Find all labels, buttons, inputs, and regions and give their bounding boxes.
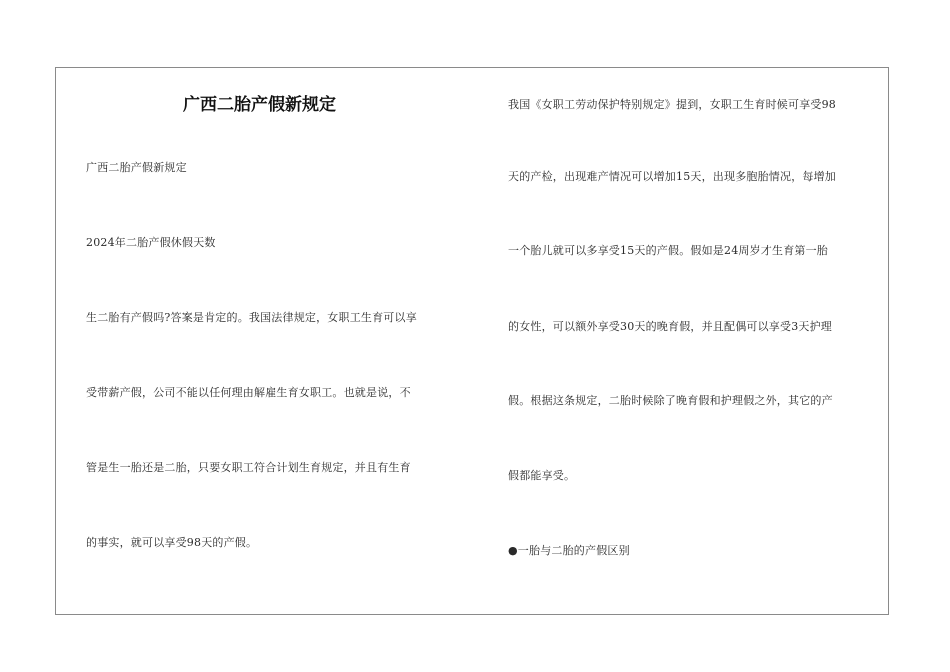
document-page	[55, 67, 889, 615]
right-line-6: 假都能享受。	[508, 469, 576, 482]
left-line-paragraph-3: 管是生一胎还是二胎，只要女职工符合计划生育规定，并且有生育	[86, 461, 411, 474]
left-line-paragraph-4: 的事实，就可以享受98天的产假。	[86, 536, 258, 549]
right-line-bullet-heading: ●一胎与二胎的产假区别	[508, 544, 630, 557]
left-line-paragraph-2: 受带薪产假，公司不能以任何理由解雇生育女职工。也就是说，不	[86, 386, 411, 399]
left-line-heading: 2024年二胎产假休假天数	[86, 236, 216, 249]
left-line-subtitle: 广西二胎产假新规定	[86, 161, 187, 174]
right-line-5: 假。根据这条规定，二胎时候除了晚育假和护理假之外，其它的产	[508, 394, 833, 407]
document-title: 广西二胎产假新规定	[183, 95, 336, 115]
right-line-3: 一个胎儿就可以多享受15天的产假。假如是24周岁才生育第一胎	[508, 244, 828, 257]
right-line-4: 的女性，可以额外享受30天的晚育假，并且配偶可以享受3天护理	[508, 320, 832, 333]
right-line-1: 我国《女职工劳动保护特别规定》提到，女职工生育时候可享受98	[508, 98, 836, 111]
right-line-2: 天的产检，出现难产情况可以增加15天，出现多胞胎情况，每增加	[508, 170, 836, 183]
left-line-paragraph-1: 生二胎有产假吗?答案是肯定的。我国法律规定，女职工生育可以享	[86, 311, 417, 324]
